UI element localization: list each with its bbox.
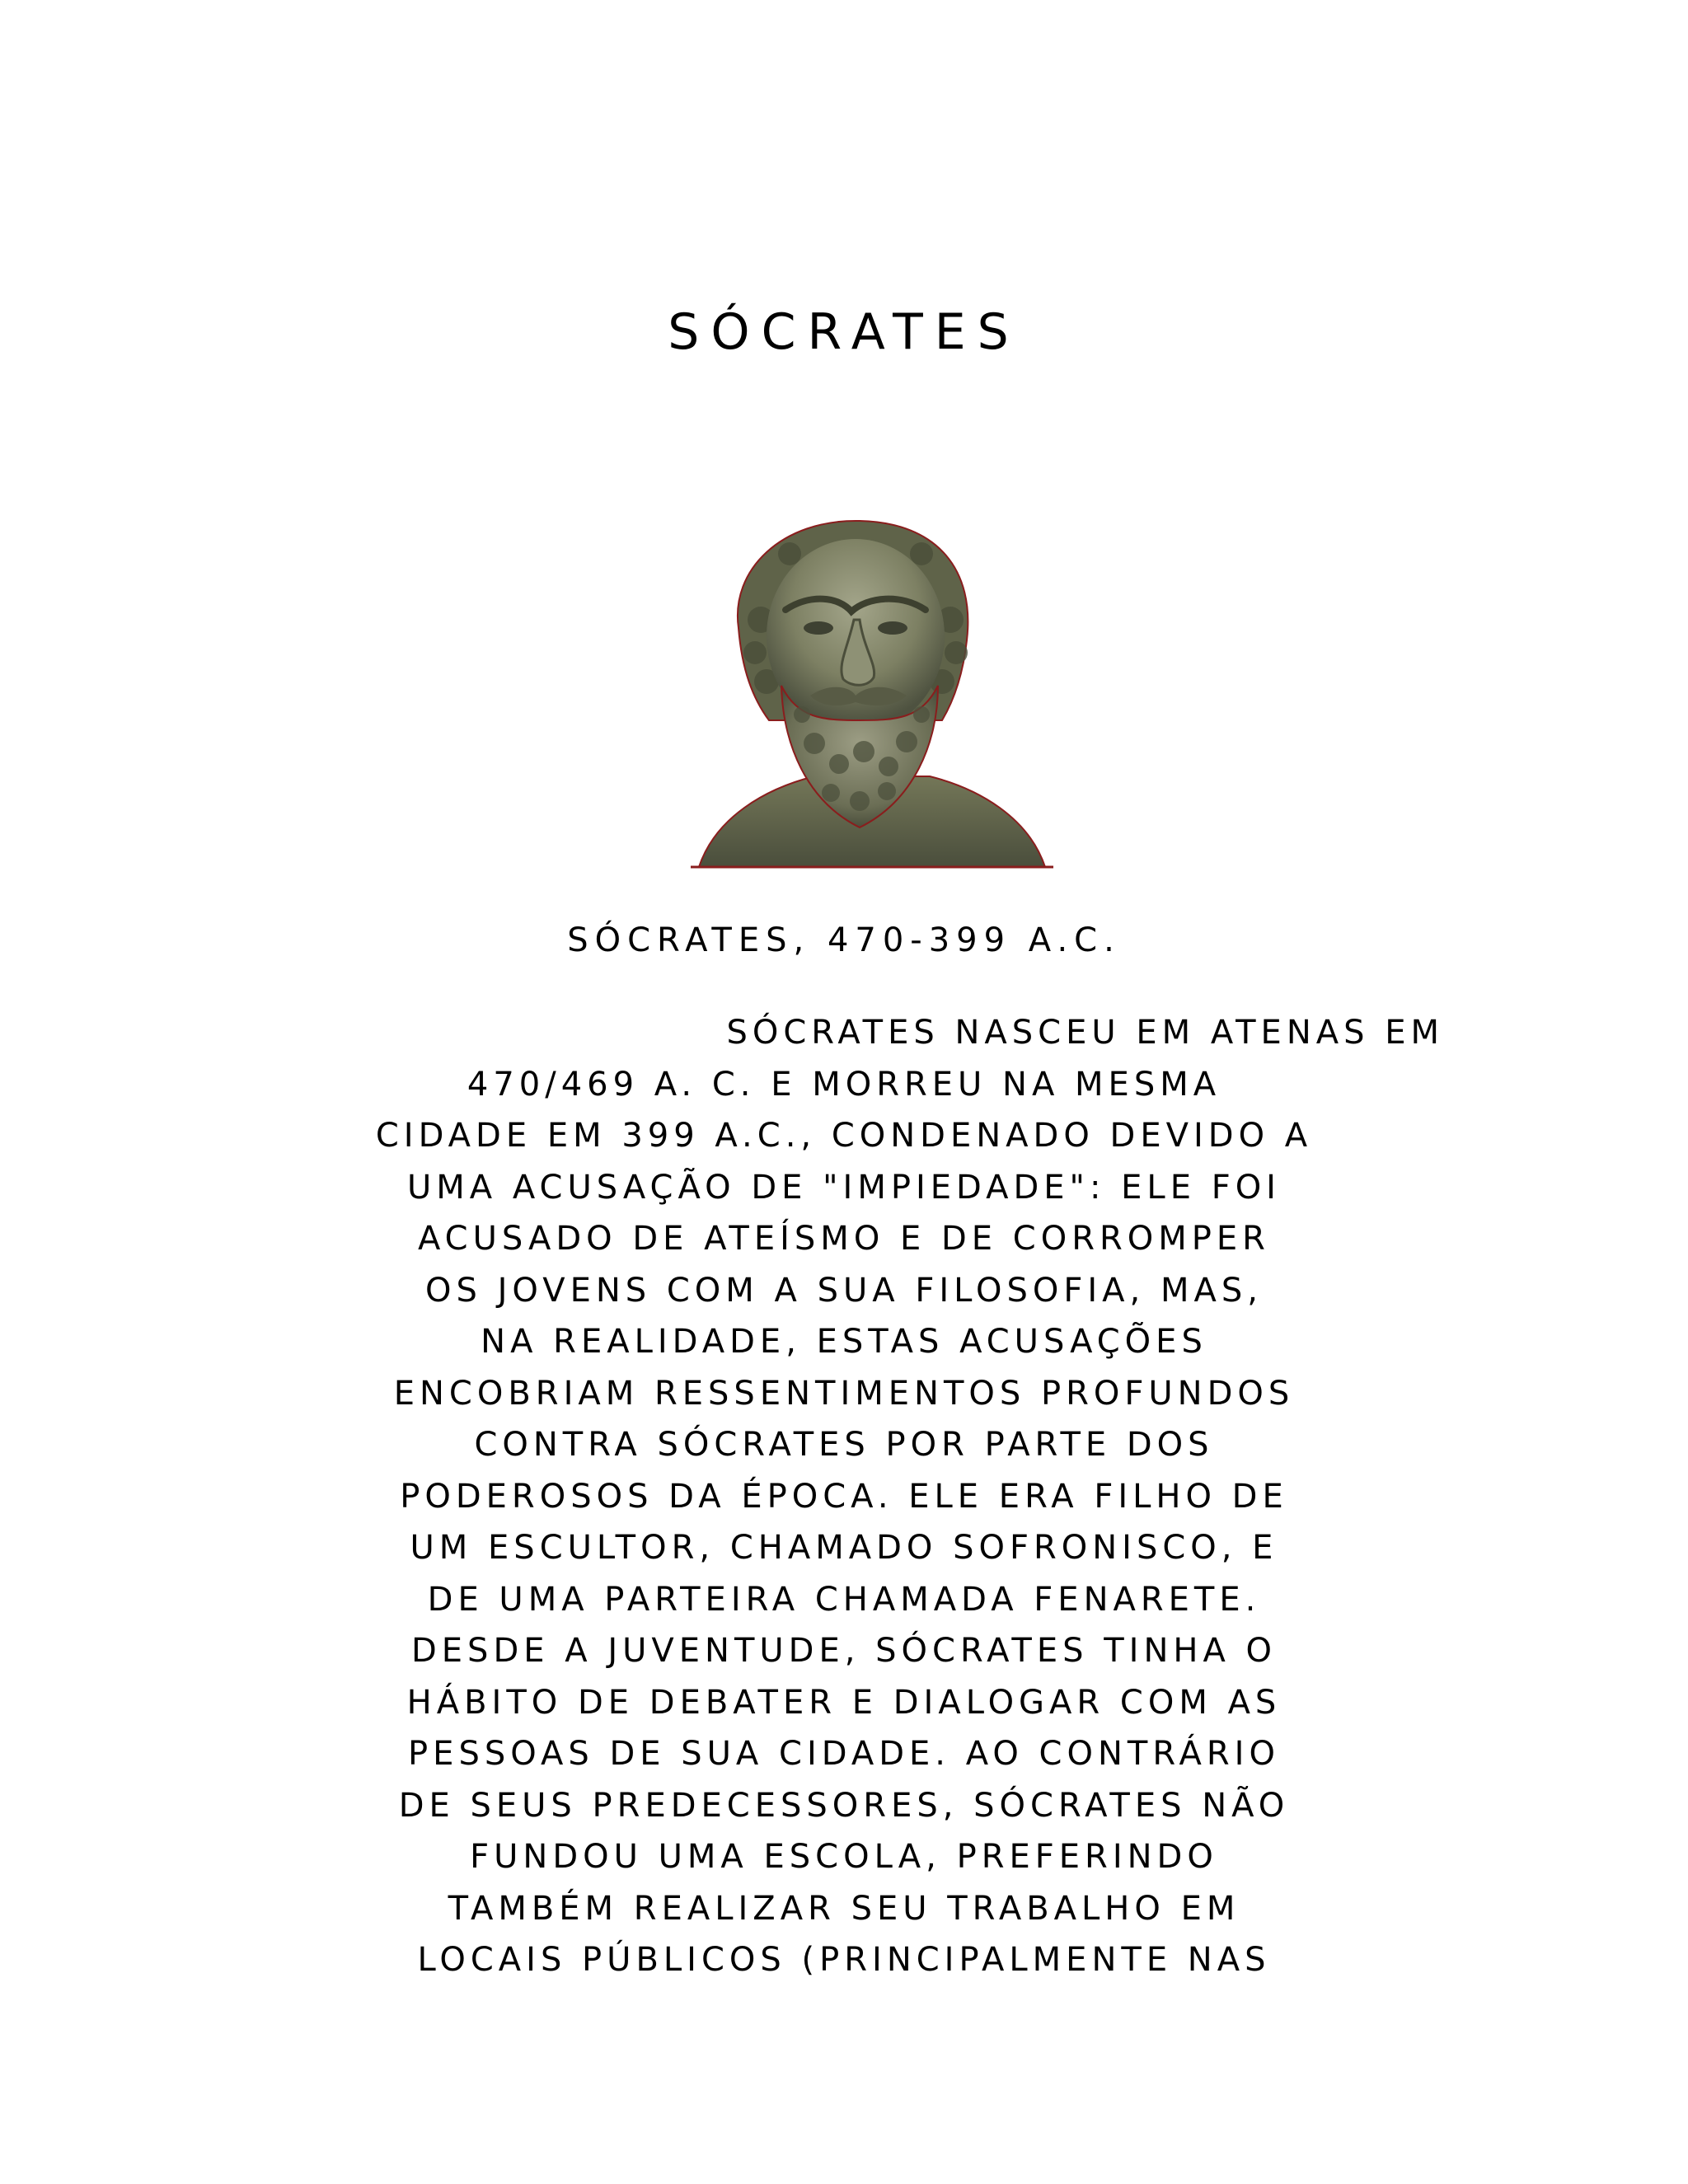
socrates-bust-image bbox=[691, 504, 1053, 869]
paragraph-line: 470/469 A. C. E MORREU NA MESMA bbox=[467, 1065, 1221, 1104]
paragraph-line: OS JOVENS COM A SUA FILOSOFIA, MAS, bbox=[425, 1271, 1263, 1310]
paragraph-line: NA REALIDADE, ESTAS ACUSAÇÕES bbox=[481, 1323, 1207, 1361]
paragraph-line: SÓCRATES NASCEU EM ATENAS EM bbox=[726, 1014, 1444, 1052]
paragraph-line: CIDADE EM 399 A.C., CONDENADO DEVIDO A bbox=[375, 1117, 1313, 1155]
paragraph-line: ENCOBRIAM RESSENTIMENTOS PROFUNDOS bbox=[393, 1374, 1295, 1413]
image-caption: SÓCRATES, 470-399 A.C. bbox=[567, 921, 1121, 959]
paragraph-line: PODEROSOS DA ÉPOCA. ELE ERA FILHO DE bbox=[400, 1477, 1288, 1516]
paragraph-line: ACUSADO DE ATEÍSMO E DE CORROMPER bbox=[418, 1220, 1270, 1258]
paragraph-line: DE SEUS PREDECESSORES, SÓCRATES NÃO bbox=[398, 1786, 1290, 1825]
biography-paragraph bbox=[223, 1007, 1465, 1986]
paragraph-line: DESDE A JUVENTUDE, SÓCRATES TINHA O bbox=[410, 1632, 1278, 1670]
paragraph-line: PESSOAS DE SUA CIDADE. AO CONTRÁRIO bbox=[408, 1735, 1280, 1773]
paragraph-line: LOCAIS PÚBLICOS (PRINCIPALMENTE NAS bbox=[417, 1941, 1271, 1979]
paragraph-line: FUNDOU UMA ESCOLA, PREFERINDO bbox=[470, 1838, 1218, 1876]
paragraph-line: TAMBÉM REALIZAR SEU TRABALHO EM bbox=[448, 1889, 1240, 1928]
paragraph-line: DE UMA PARTEIRA CHAMADA FENARETE. bbox=[427, 1580, 1261, 1619]
paragraph-line: HÁBITO DE DEBATER E DIALOGAR COM AS bbox=[406, 1683, 1282, 1722]
paragraph-line: UMA ACUSAÇÃO DE "IMPIEDADE": ELE FOI bbox=[407, 1168, 1281, 1207]
paragraph-line: CONTRA SÓCRATES POR PARTE DOS bbox=[474, 1426, 1214, 1464]
page-title: SÓCRATES bbox=[668, 303, 1020, 361]
paragraph-line: UM ESCULTOR, CHAMADO SOFRONISCO, E bbox=[410, 1529, 1278, 1567]
